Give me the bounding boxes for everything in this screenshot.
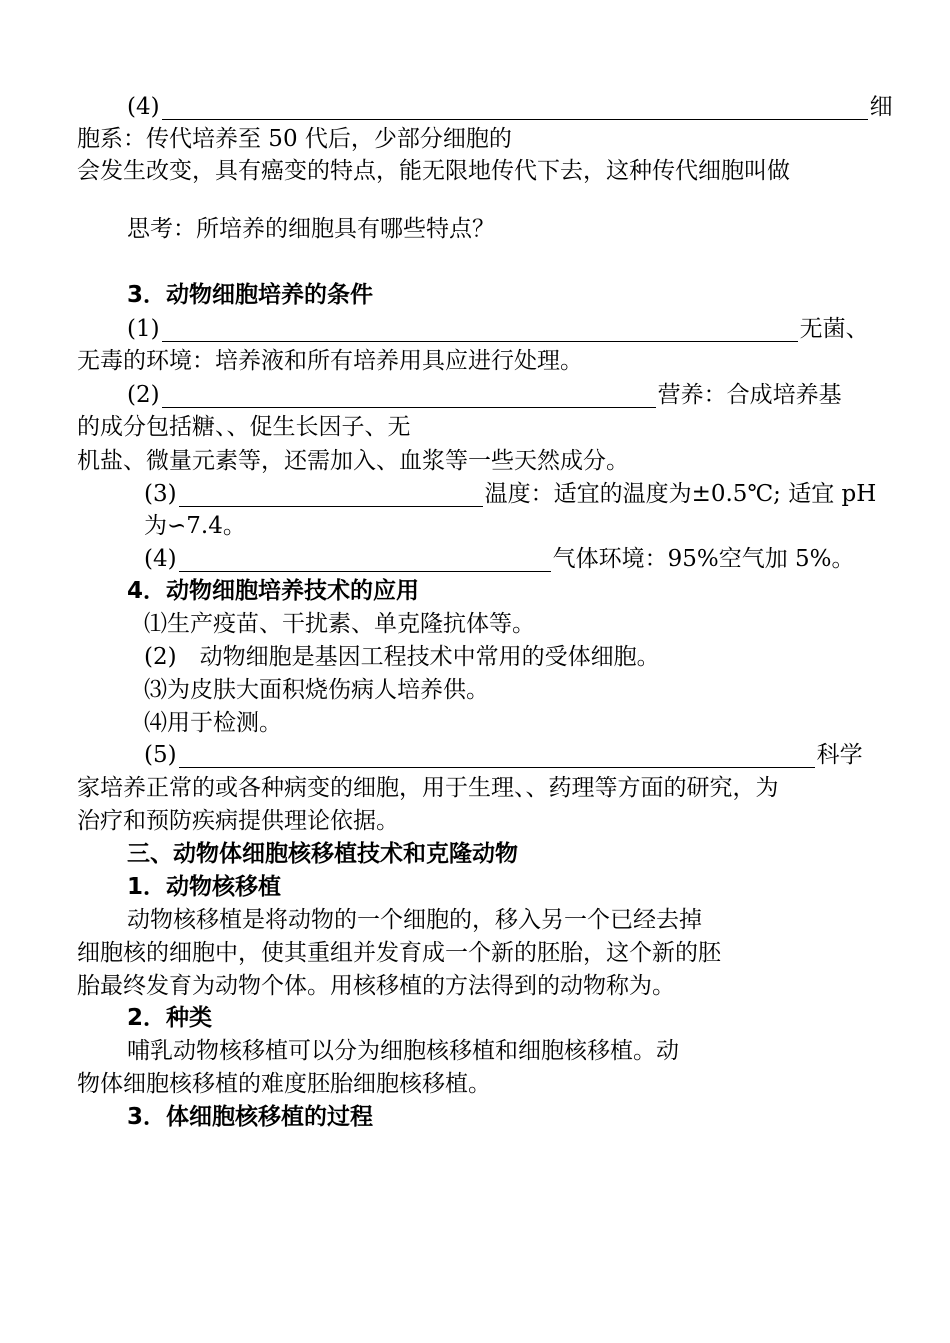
fill-blank[interactable] — [179, 547, 551, 572]
text-line: 为∽7.4。 — [144, 513, 246, 539]
text-line: 会发生改变，具有癌变的特点，能无限地传代下去，这种传代细胞叫做 — [77, 158, 790, 184]
paragraph-line: 胎最终发育为动物个体。用核移植的方法得到的动物称为。 — [77, 973, 675, 999]
line-text: 细 — [869, 94, 893, 120]
fill-blank[interactable] — [162, 317, 798, 342]
heading-4: 4．动物细胞培养技术的应用 — [127, 578, 420, 604]
condition-4: (4) 气体环境：95%空气加 5%。 — [144, 546, 855, 572]
think-question: 思考：所培养的细胞具有哪些特点？ — [127, 216, 495, 242]
application-4: ⑷用于检测。 — [144, 710, 282, 736]
text-line: 的成分包括糖、、促生长因子、无 — [77, 414, 411, 440]
fill-blank[interactable] — [162, 383, 656, 408]
condition-3: (3) 温度：适宜的温度为±0.5℃; 适宜 pH — [144, 481, 877, 507]
fill-blank[interactable] — [179, 482, 483, 507]
text-line: 治疗和预防疾病提供理论依据。 — [77, 808, 399, 834]
application-1: ⑴生产疫苗、干扰素、单克隆抗体等。 — [144, 611, 535, 637]
text-line: 家培养正常的或各种病变的细胞，用于生理、、药理等方面的研究，为 — [77, 775, 779, 801]
application-3: ⑶为皮肤大面积烧伤病人培养供。 — [144, 677, 489, 703]
text-line: 胞系：传代培养至 50 代后，少部分细胞的 — [77, 126, 512, 152]
subheading-3-2: 2．种类 — [127, 1005, 213, 1031]
heading-3: 3．动物细胞培养的条件 — [127, 282, 374, 308]
subheading-3-3: 3．体细胞核移植的过程 — [127, 1104, 374, 1130]
paragraph-line: 细胞核的细胞中，使其重组并发育成一个新的胚胎，这个新的胚 — [77, 940, 721, 966]
application-2: (2) 动物细胞是基因工程技术中常用的受体细胞。 — [144, 644, 660, 670]
fill-blank[interactable] — [162, 95, 868, 120]
item-number: (4) — [127, 94, 160, 120]
text-line: 机盐、微量元素等，还需加入、血浆等一些天然成分。 — [77, 448, 629, 474]
subheading-3-1: 1．动物核移植 — [127, 874, 282, 900]
application-5: (5) 科学 — [144, 742, 863, 768]
condition-1: (1) 无菌、 — [127, 316, 869, 342]
condition-2: (2) 营养：合成培养基 — [127, 382, 842, 408]
paragraph-line: 哺乳动物核移植可以分为细胞核移植和细胞核移植。动 — [127, 1038, 679, 1064]
section-3-heading: 三、动物体细胞核移植技术和克隆动物 — [127, 841, 518, 867]
fill-blank[interactable] — [179, 743, 815, 768]
paragraph-line: 动物核移植是将动物的一个细胞的，移入另一个已经去掉 — [127, 907, 702, 933]
paragraph-line: 物体细胞核移植的难度胚胎细胞核移植。 — [77, 1071, 491, 1097]
line-4-cell-line — [127, 92, 893, 122]
text-line: 无毒的环境：培养液和所有培养用具应进行处理。 — [77, 348, 583, 374]
